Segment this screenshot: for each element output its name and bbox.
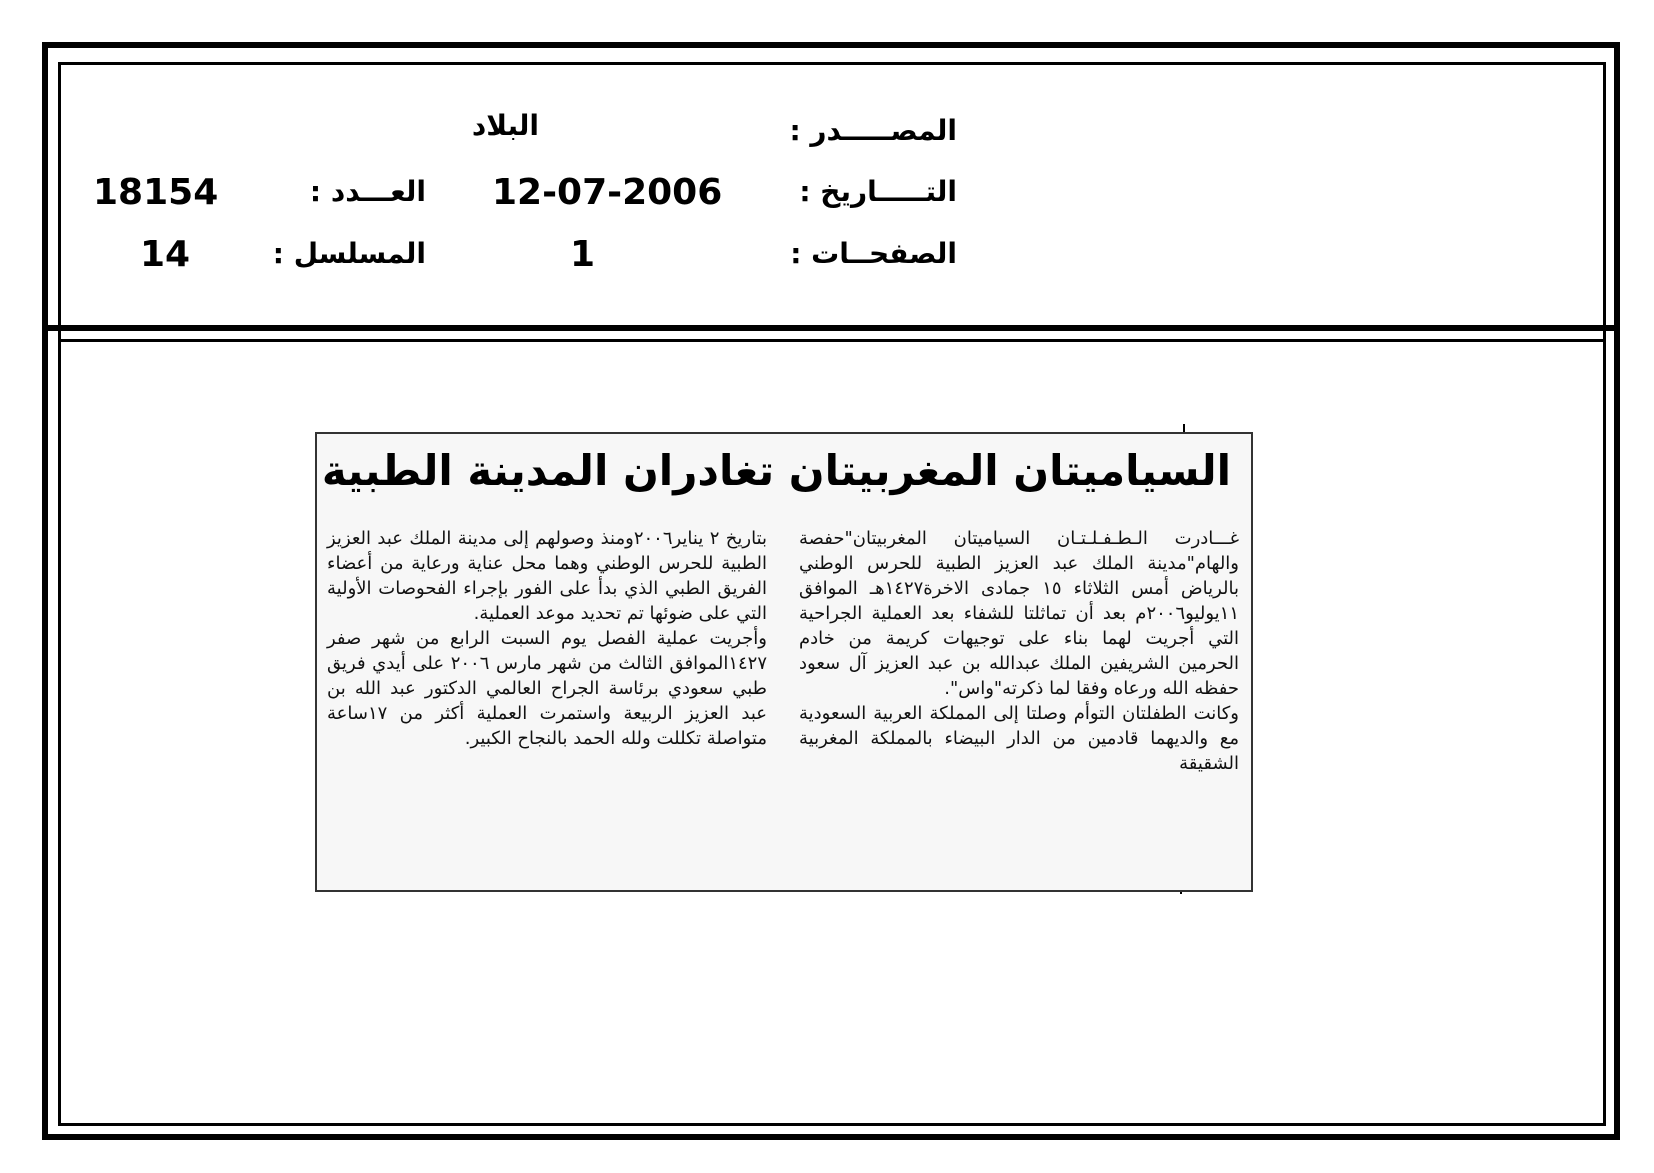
issue-value: 18154	[93, 172, 219, 213]
article-clipping	[315, 432, 1253, 892]
article-title: السياميتان المغربيتان تغادران المدينة الطبية	[321, 446, 1231, 495]
source-label: المصـــــدر :	[789, 114, 957, 147]
date-label: التـــــاريخ :	[799, 175, 957, 208]
article-paragraph: وكانت الطفلتان التوأم وصلتا إلى المملكة العربية السعودية مع والديهما قادمين من الدار البيضاء بالمملكة المغربية الشقيقة	[799, 703, 1239, 774]
pages-value: 1	[570, 234, 596, 275]
issue-label: العـــدد :	[309, 175, 426, 208]
article-paragraph: بتاريخ ٢ يناير٢٠٠٦ومنذ وصولهم إلى مدينة الملك عبد العزيز الطبية للحرس الوطني وهما محل عناية ورعاية من أعضاء الفريق الطبي الذي بدأ على الفور بإجراء الفحوصات الأولية التي على ضوئها تم تحديد موعد العملية.	[327, 528, 768, 624]
pages-label: الصفحــات :	[790, 237, 957, 270]
header-separator-thick	[42, 325, 1620, 331]
article-column-left	[327, 526, 767, 751]
header-separator-thin	[58, 339, 1606, 342]
serial-value: 14	[140, 234, 191, 275]
serial-label: المسلسل :	[272, 237, 426, 270]
article-paragraph: وأجريت عملية الفصل يوم السبت الرابع من شهر صفر ١٤٢٧الموافق الثالث من شهر مارس ٢٠٠٦ على أيدي فريق طبي سعودي برئاسة الجراح العالمي الدكتور عبد الله بن عبد العزيز الربيعة واستمرت العملية أكثر من ١٧ساعة متواصلة تكللت ولله الحمد بالنجاح الكبير.	[327, 628, 767, 749]
source-value: البلاد	[471, 109, 539, 142]
article-paragraph: غـــادرت الـطـفـلـتـان السياميتان المغربيتان"حفصة والهام"مدينة الملك عبد العزيز الطبية للحرس الوطني بالرياض أمس الثلاثاء ١٥ جمادى الاخرة١٤٢٧هـ الموافق ١١يوليو٢٠٠٦م بعد أن تماثلتا للشفاء بعد العملية الجراحية التي أجريت لهما بناء على توجيهات كريمة من خادم الحرمين الشريفين الملك عبدالله بن عبد العزيز آل سعود حفظه الله ورعاه وفقا لما ذكرته"واس".	[799, 528, 1240, 699]
article-column-right	[799, 526, 1239, 776]
date-value: 12-07-2006	[492, 172, 723, 213]
